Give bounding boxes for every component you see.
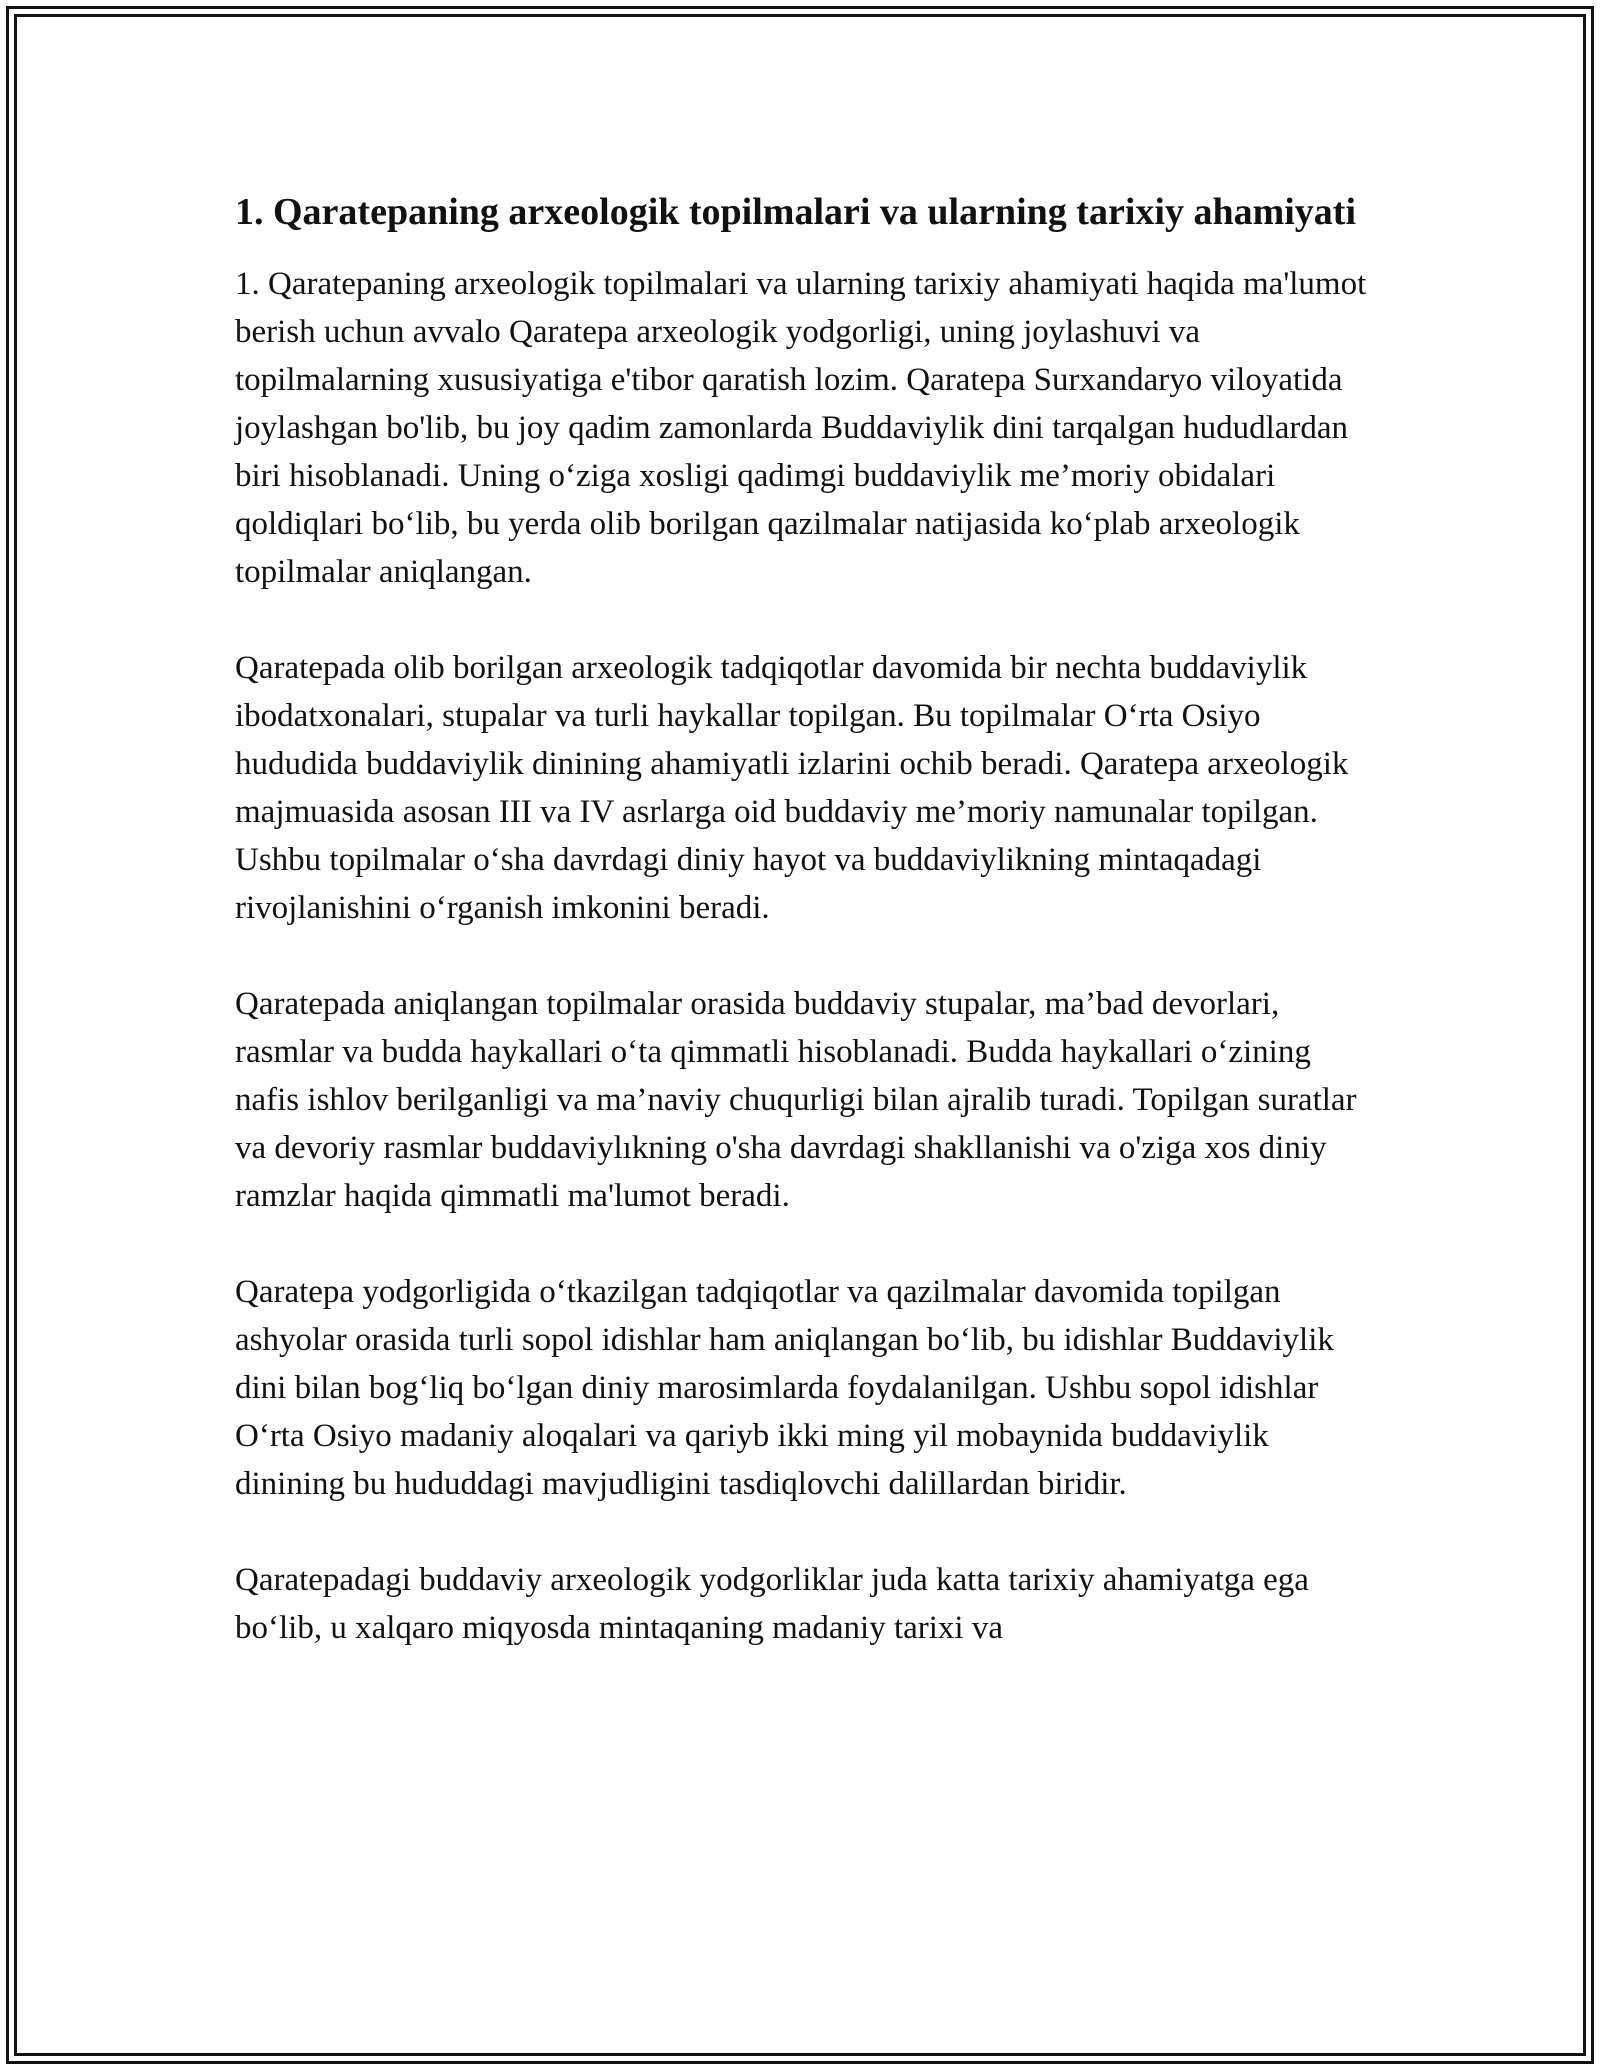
paragraph-4: Qaratepa yodgorligida o‘tkazilgan tadqiqotlar va qazilmalar davomida topilgan ashyolar orasida turli sopol idishlar ham aniqlangan bo‘lib, bu idishlar Buddaviylik dini bilan bog‘liq bo‘lgan diniy marosimlarda foydalanilgan. Ushbu sopol idishlar O‘rta Osiyo madaniy aloqalari va qariyb ikki ming yil mobaynida buddaviylik dinining bu hududdagi mavjudligini tasdiqlovchi dalillardan biridir.	[235, 1274, 1334, 1502]
document-body	[235, 185, 1370, 1700]
paragraph-2: Qaratepada olib borilgan arxeologik tadqiqotlar davomida bir nechta buddaviylik ibodatxonalari, stupalar va turli haykallar topilgan. Bu topilmalar O‘rta Osiyo hududida buddaviylik dinining ahamiyatli izlarini ochib beradi. Qaratepa arxeologik majmuasida asosan III va IV asrlarga oid buddaviy me’moriy namunalar topilgan. Ushbu topilmalar o‘sha davrdagi diniy hayot va buddaviylikning mintaqadagi rivojlanishini o‘rganish imkonini beradi.	[235, 650, 1349, 926]
paragraph-5: Qaratepadagi buddaviy arxeologik yodgorliklar juda katta tarixiy ahamiyatga ega bo‘lib, u xalqaro miqyosda mintaqaning madaniy tarixi va	[235, 1562, 1309, 1646]
document-title: 1. Qaratepaning arxeologik topilmalari va ularning tarixiy ahamiyati	[235, 191, 1356, 233]
paragraph-1: 1. Qaratepaning arxeologik topilmalari va ularning tarixiy ahamiyati haqida ma'lumot berish uchun avvalo Qaratepa arxeologik yodgorligi, uning joylashuvi va topilmalarning xususiyatiga e'tibor qaratish lozim. Qaratepa Surxandaryo viloyatida joylashgan bo'lib, bu joy qadim zamonlarda Buddaviylik dini tarqalgan hududlardan biri hisoblanadi. Uning o‘ziga xosligi qadimgi buddaviylik me’moriy obidalari qoldiqlari bo‘lib, bu yerda olib borilgan qazilmalar natijasida ko‘plab arxeologik topilmalar aniqlangan.	[235, 266, 1367, 590]
paragraph-3: Qaratepada aniqlangan topilmalar orasida buddaviy stupalar, ma’bad devorlari, rasmlar va budda haykallari o‘ta qimmatli hisoblanadi. Budda haykallari o‘zining nafis ishlov berilganligi va ma’naviy chuqurligi bilan ajralib turadi. Topilgan suratlar va devoriy rasmlar buddaviylıkning o'sha davrdagi shakllanishi va o'ziga xos diniy ramzlar haqida qimmatli ma'lumot beradi.	[235, 986, 1357, 1214]
